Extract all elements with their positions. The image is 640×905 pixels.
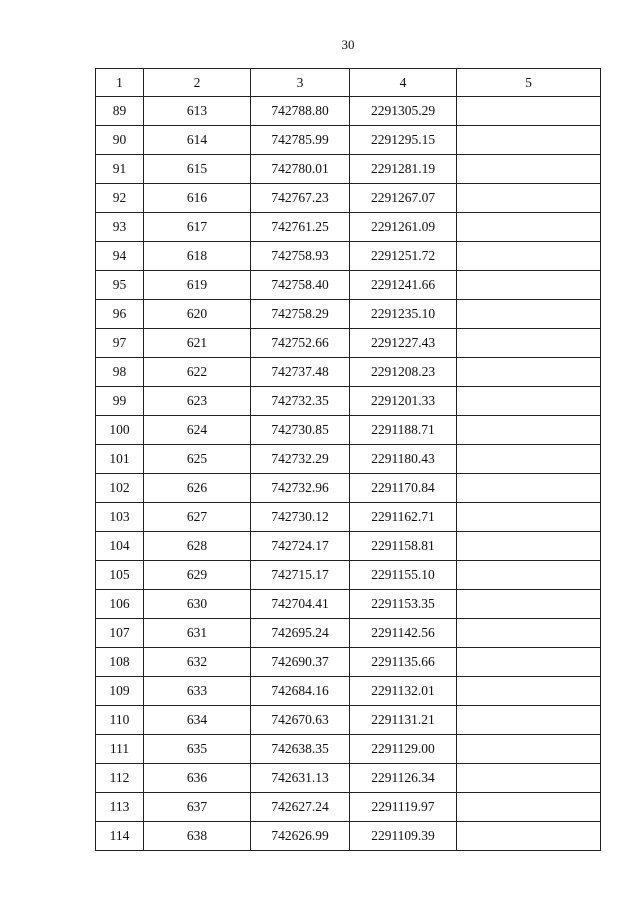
table-cell: 95 — [96, 271, 144, 300]
table-cell: 742732.35 — [251, 387, 350, 416]
table-cell: 742695.24 — [251, 619, 350, 648]
table-cell — [457, 735, 601, 764]
table-cell — [457, 242, 601, 271]
table-row — [96, 97, 601, 126]
table-cell: 742670.63 — [251, 706, 350, 735]
column-header: 5 — [457, 69, 601, 97]
table-row — [96, 271, 601, 300]
table-row — [96, 416, 601, 445]
column-header: 4 — [350, 69, 457, 97]
table-cell: 2291119.97 — [350, 793, 457, 822]
table-cell: 93 — [96, 213, 144, 242]
table-row — [96, 445, 601, 474]
table-cell — [457, 300, 601, 329]
table-row — [96, 358, 601, 387]
table-cell — [457, 706, 601, 735]
table-cell — [457, 764, 601, 793]
table-cell: 742631.13 — [251, 764, 350, 793]
table-cell: 100 — [96, 416, 144, 445]
table-cell: 629 — [144, 561, 251, 590]
column-header: 3 — [251, 69, 350, 97]
table-cell: 742724.17 — [251, 532, 350, 561]
table-cell — [457, 329, 601, 358]
table-cell: 94 — [96, 242, 144, 271]
table-cell: 2291109.39 — [350, 822, 457, 851]
coordinates-table — [95, 68, 601, 851]
table-row — [96, 126, 601, 155]
table-row — [96, 474, 601, 503]
table-cell: 632 — [144, 648, 251, 677]
table-cell: 2291305.29 — [350, 97, 457, 126]
table-cell: 2291295.15 — [350, 126, 457, 155]
table-cell: 628 — [144, 532, 251, 561]
table-cell: 101 — [96, 445, 144, 474]
table-row — [96, 213, 601, 242]
table-cell: 635 — [144, 735, 251, 764]
table-cell: 2291235.10 — [350, 300, 457, 329]
table-cell: 617 — [144, 213, 251, 242]
table-cell: 742767.23 — [251, 184, 350, 213]
table-cell — [457, 213, 601, 242]
table-cell — [457, 416, 601, 445]
table-cell: 742761.25 — [251, 213, 350, 242]
table-cell: 90 — [96, 126, 144, 155]
table-cell: 623 — [144, 387, 251, 416]
table-cell — [457, 648, 601, 677]
table-cell: 742626.99 — [251, 822, 350, 851]
table-cell — [457, 619, 601, 648]
table-cell: 742785.99 — [251, 126, 350, 155]
table-cell: 2291180.43 — [350, 445, 457, 474]
table-cell — [457, 561, 601, 590]
table-row — [96, 387, 601, 416]
table-cell: 2291201.33 — [350, 387, 457, 416]
table-body — [96, 97, 601, 851]
table-cell: 742638.35 — [251, 735, 350, 764]
page-number: 30 — [341, 37, 355, 52]
table-cell: 89 — [96, 97, 144, 126]
table-cell — [457, 445, 601, 474]
table-cell: 742752.66 — [251, 329, 350, 358]
table-cell: 622 — [144, 358, 251, 387]
table-cell: 634 — [144, 706, 251, 735]
table-cell: 109 — [96, 677, 144, 706]
table-cell — [457, 184, 601, 213]
table-cell — [457, 271, 601, 300]
table-cell: 2291132.01 — [350, 677, 457, 706]
table-cell: 2291158.81 — [350, 532, 457, 561]
table-cell — [457, 126, 601, 155]
table-cell: 97 — [96, 329, 144, 358]
table-cell: 2291131.21 — [350, 706, 457, 735]
table-cell: 2291153.35 — [350, 590, 457, 619]
table-cell: 2291135.66 — [350, 648, 457, 677]
table-cell — [457, 822, 601, 851]
table-cell: 2291188.71 — [350, 416, 457, 445]
table-cell: 742690.37 — [251, 648, 350, 677]
table-cell: 113 — [96, 793, 144, 822]
table-cell: 2291126.34 — [350, 764, 457, 793]
table-cell: 618 — [144, 242, 251, 271]
table-cell: 621 — [144, 329, 251, 358]
table-cell: 2291241.66 — [350, 271, 457, 300]
table-cell: 742730.85 — [251, 416, 350, 445]
table-cell — [457, 387, 601, 416]
table-cell: 614 — [144, 126, 251, 155]
table-cell — [457, 503, 601, 532]
table-cell — [457, 590, 601, 619]
table-cell: 624 — [144, 416, 251, 445]
table-cell — [457, 155, 601, 184]
table-cell: 108 — [96, 648, 144, 677]
table-cell: 626 — [144, 474, 251, 503]
table-row — [96, 329, 601, 358]
table-cell: 2291208.23 — [350, 358, 457, 387]
table-cell: 2291281.19 — [350, 155, 457, 184]
table-cell: 630 — [144, 590, 251, 619]
table-cell: 110 — [96, 706, 144, 735]
table-cell: 627 — [144, 503, 251, 532]
table-cell: 742758.93 — [251, 242, 350, 271]
table-row — [96, 503, 601, 532]
table-cell — [457, 532, 601, 561]
table-cell: 104 — [96, 532, 144, 561]
table-row — [96, 822, 601, 851]
table-cell — [457, 793, 601, 822]
table-cell: 616 — [144, 184, 251, 213]
table-cell: 114 — [96, 822, 144, 851]
table-cell: 107 — [96, 619, 144, 648]
table-cell: 2291227.43 — [350, 329, 457, 358]
table-cell: 2291261.09 — [350, 213, 457, 242]
table-cell — [457, 97, 601, 126]
table-row — [96, 532, 601, 561]
table-row — [96, 590, 601, 619]
table-cell: 111 — [96, 735, 144, 764]
table-row — [96, 561, 601, 590]
table-cell: 99 — [96, 387, 144, 416]
table-cell: 742684.16 — [251, 677, 350, 706]
table-cell: 633 — [144, 677, 251, 706]
column-header: 2 — [144, 69, 251, 97]
table-cell: 742730.12 — [251, 503, 350, 532]
column-header: 1 — [96, 69, 144, 97]
table-cell: 2291267.07 — [350, 184, 457, 213]
table-cell: 636 — [144, 764, 251, 793]
table-cell: 2291162.71 — [350, 503, 457, 532]
table-cell: 2291170.84 — [350, 474, 457, 503]
table-cell — [457, 474, 601, 503]
table-cell: 742758.29 — [251, 300, 350, 329]
table-row — [96, 184, 601, 213]
table-cell: 91 — [96, 155, 144, 184]
table-cell: 92 — [96, 184, 144, 213]
table-row — [96, 677, 601, 706]
table-row — [96, 706, 601, 735]
table-row — [96, 648, 601, 677]
table-cell: 631 — [144, 619, 251, 648]
table-row — [96, 242, 601, 271]
table-cell: 637 — [144, 793, 251, 822]
table-cell: 742780.01 — [251, 155, 350, 184]
table-cell: 112 — [96, 764, 144, 793]
table-cell: 620 — [144, 300, 251, 329]
table-cell: 106 — [96, 590, 144, 619]
table-cell — [457, 358, 601, 387]
table-cell: 742732.96 — [251, 474, 350, 503]
table-cell: 742704.41 — [251, 590, 350, 619]
table-row — [96, 155, 601, 184]
table-row — [96, 619, 601, 648]
table-cell: 2291155.10 — [350, 561, 457, 590]
table-cell — [457, 677, 601, 706]
table-row — [96, 793, 601, 822]
table-cell: 742758.40 — [251, 271, 350, 300]
table-header-row — [96, 69, 601, 97]
table-row — [96, 764, 601, 793]
table-cell: 742627.24 — [251, 793, 350, 822]
table-cell: 103 — [96, 503, 144, 532]
table-cell: 2291142.56 — [350, 619, 457, 648]
table-cell: 613 — [144, 97, 251, 126]
table-cell: 619 — [144, 271, 251, 300]
table-cell: 615 — [144, 155, 251, 184]
table-cell: 625 — [144, 445, 251, 474]
table-cell: 98 — [96, 358, 144, 387]
table-cell: 742732.29 — [251, 445, 350, 474]
table-cell: 2291251.72 — [350, 242, 457, 271]
table-cell: 742788.80 — [251, 97, 350, 126]
table-cell: 102 — [96, 474, 144, 503]
table-cell: 638 — [144, 822, 251, 851]
table-cell: 2291129.00 — [350, 735, 457, 764]
table-cell: 105 — [96, 561, 144, 590]
table-cell: 96 — [96, 300, 144, 329]
table-cell: 742715.17 — [251, 561, 350, 590]
table-row — [96, 735, 601, 764]
table-row — [96, 300, 601, 329]
table-cell: 742737.48 — [251, 358, 350, 387]
